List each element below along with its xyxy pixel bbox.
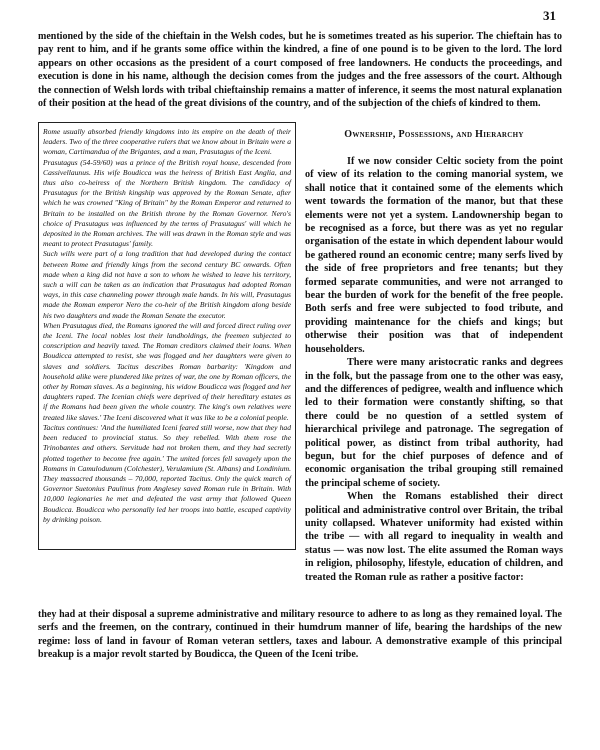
- bottom-paragraph: they had at their disposal a supreme administrative and military resource to adhere to as long as they remained loyal. The serfs and the freemen, on the contrary, continued in their humdrum manner of life, bearing the hardships of the new regime: loss of land in favour of Roman veteran settlers, taxes and labour. A demonstrative example of this principal breakup is a major revolt started by Boudicca, the Queen of the Iceni tribe.: [38, 609, 562, 661]
- body-paragraph: There were many aristocratic ranks and degrees in the folk, but the passage from one to the other was easy, and the differences of pedigree, wealth and influence which led to their formation were constantly shifting, so that there could be no question of a settled system of hierarchical privilege and patronage. The segregation of political power, as distinct from tribal authority, had begun, but for the chief purposes of defence and of economic organisation the tribal grouping still remained the principal scheme of society.: [305, 357, 563, 489]
- sidebar-paragraph: Rome usually absorbed friendly kingdoms into its empire on the death of their leaders. Two of the three cooperative rulers that we know about in Britain were a woman, Cartimandua of the Brigantes, and a man, Prasutagus of the Iceni.: [43, 127, 291, 157]
- page-number: 31: [543, 8, 556, 23]
- sidebar-paragraph: Tacitus continues: 'And the humiliated Iceni feared still worse, now that they had been reduced to provincial status. So they rebelled. With them rose the Trinobantes and others. Servitude had not broken them, and they had secretly plotted together to become free again.' The united forces fell savagely upon the Romans in Camulodunum (Colchester), Verulamium (St. Albans) and Londinium. They massacred thousands – 70,000, reported Tacitus. Only the quick march of Governor Suetonius Paulinus from Anglesey saved Roman rule in Britain. With 10,000 legionaries he met and defeated the vast army that followed Queen Boudicca. Boudicca who personally led her troops into battle, escaped captivity by drinking poison.: [43, 422, 291, 524]
- sidebar-paragraph: Prasutagus (54-59/60) was a prince of the British royal house, descended from Cassivellaunus. His wife Boudicca was the heiress of British East Anglia, and thus also co-heiress of the Northern British kingdom. The candidacy of Prasutagus for the British kingship was approved by the Roman Senate, after which he was crowned "King of Britain" by the Roman Emperor and returned to Britain to be installed on the British throne by the Roman Governor. Nero's choice of Prasutagus was influenced by the terms of Prasutagus' will which he deposited in the Roman archives. The will was drawn in the Roman style and was meant to protect Prasutagus' family.: [43, 157, 291, 249]
- section-heading: Ownership, Possessions, and Hierarchy: [344, 129, 524, 140]
- sidebar-paragraph: When Prasutagus died, the Romans ignored the will and forced direct ruling over the Iceni. The local nobles lost their landholdings, the freemen subjected to conscription and heavily taxed. The Roman creditors claimed their loans. When Boudicca attempted to resist, she was flogged and her daughters were given to slaves and soldiers. Tacitus describes Roman barbarity: 'Kingdom and household alike were plundered like prizes of war, the one by Roman officers, the other by Roman slaves. As a beginning, his widow Boudicca was flogged and her daughters raped. The Icenian chiefs were deprived of their hereditary estates as if the Romans had been given the whole country. The king's own relatives were treated like slaves.' The Iceni discovered what it was like to be a colonial people.: [43, 320, 291, 422]
- sidebar-box: [38, 122, 296, 550]
- body-paragraph: If we now consider Celtic society from the point of view of its relation to the coming manorial system, we shall notice that it contained some of the elements which went towards the formation of the manor, but that these elements were not yet a system. Landownership began to be recognised as a force, but there was as yet no regular organisation of the estate in which dependent labour would be gathered round an economic centre; many serfs lived by the side of free proprietors and free tenants; but they formed separate communities, and were not arranged to bear the burden of work for the benefit of the free people. Both serfs and free were subjected to food tribute, and providing maintenance for the chiefs and kings; but otherwise their position was that of independent householders.: [305, 156, 563, 355]
- body-paragraph: When the Romans established their direct political and administrative control over Britain, the tribal unity collapsed. Whatever uniformity had existed within the tribe — with all regard to inequality in wealth and status — was now lost. The elite assumed the Roman ways in religion, philosophy, lifestyle, education of children, and treated the Roman rule as rather a positive factor:: [305, 491, 563, 583]
- top-paragraph: mentioned by the side of the chieftain in the Welsh codes, but he is sometimes treated as his superior. The chieftain has to pay rent to him, and if he grants some office within the kindred, a fine of one pound is to be given to the lord. The lord appears on other occasions as the president of a court composed of free landowners. He conducts the proceedings, and execution is done in his name, although the decision comes from the judges and the free assessors of the court. Although the connection of Welsh lords with tribal chieftainship remains a matter of inference, it seems the most natural explanation of their position at the head of the great divisions of the country, and of the subjection of the chiefs of kindred to them.: [38, 31, 562, 110]
- right-column: [305, 128, 563, 584]
- sidebar-paragraph: Such wills were part of a long tradition that had developed during the contact between Rome and friendly kings from the second century BC onwards. Often made when a king did not have a son to whom he wished to leave his territory, such a will can be taken as an indication that Prasutagus had adopted Roman ways, in this case channeling power through male hands. In his will, Prasutagus made the Roman emperor Nero the co-heir of the British kingdom along beside his two daughters and made the Roman Senate the executor.: [43, 249, 291, 320]
